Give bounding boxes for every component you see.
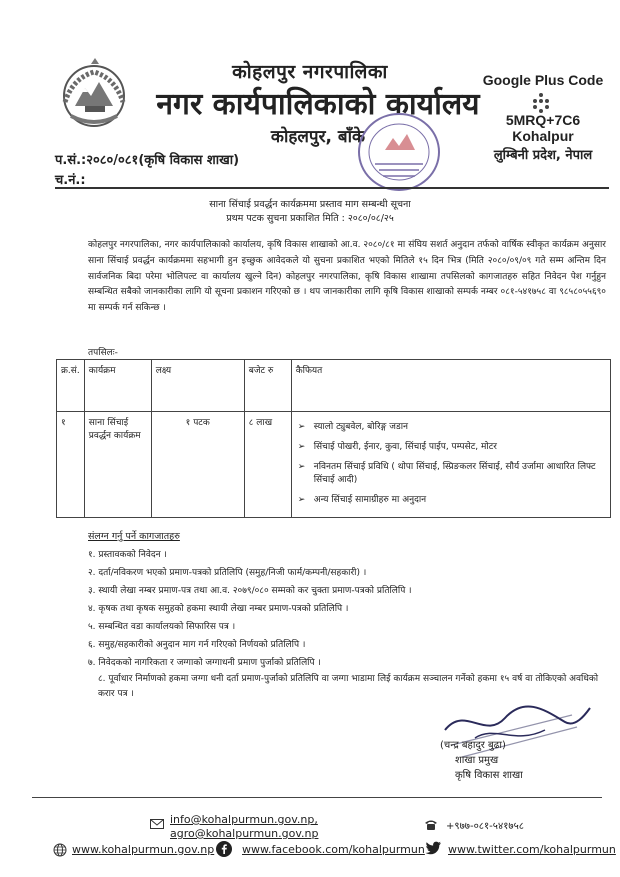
cell-program: साना सिंचाई प्रवर्द्धन कार्यक्रम (84, 412, 151, 518)
notice-body: कोहलपुर नगरपालिका, नगर कार्यपालिकाको कार्यालय, कृषि विकास शाखाको आ.व. २०८०/८१ मा संघिय सशर्त अनुदान तर्फको वार्षिक स्वीकृत कार्यक्रम अनुसार साना सिंचाई प्रवर्द्धन कार्यक्रममा सहभागी हुन इच्छुक आवेदकले यो सुचना प्रकाशित भएको मितिले १५ दिन भित्र (मिति २०८०/०९/०९ गते सम्म अन्तिम दिन सार्वजनिक बिदा परेमा भोलिपल्ट वा कार्यालय खुल्ने दिन) कोहलपुर नगरपालिका, कृषि विकास शाखामा तपसिलको कागजातहरु सहित निवेदन पेश गर्नुहुन सम्बन्धित सबैको जानकारीका लागि यो सूचना प्रकाशन गरिएको छ । थप जानकारीका लागि कृषि विकास शाखाको सम्पर्क नम्बर ०८१-५४१७५८ वा ९८५८०५५६९० मा सम्पर्क गर्न सकिन्छ । (88, 240, 606, 314)
list-item: ४. कृषक तथा कृषक समुहको हकमा स्थायी लेखा नम्बर प्रमाण-पत्रको प्रतिलिपि । (88, 604, 349, 614)
municipality-name: कोहलपुर नगरपालिका (232, 61, 388, 83)
cell-remarks (291, 412, 610, 518)
attachments-list (88, 546, 608, 702)
plus-code-dots-icon (530, 92, 552, 114)
list-item: ८. पूर्वाधार निर्माणको हकमा जग्गा धनी दर्ता प्रमाण-पुर्जाको प्रतिलिपि वा जग्गा भाडामा लिई कार्यक्रम सञ्चालन गर्नेको हकमा १५ वर्ष वा तोकिएको अवधिको करार पत्र । (98, 674, 599, 699)
dispatch-number: च.नं.: (55, 173, 86, 188)
table-header: क्र.सं. (57, 360, 85, 412)
notice-published-date: प्रथम पटक सुचना प्रकाशित मिति : २०८०/०८/२५ (226, 213, 394, 224)
attachments-title: संलग्न गर्नु पर्ने कागजातहरु (88, 531, 180, 542)
table-row (57, 412, 611, 518)
mail-icon (150, 819, 164, 829)
table-header: कैफियत (291, 360, 610, 412)
list-item: ➢ अन्य सिंचाई सामाग्रीहरु मा अनुदान (296, 494, 606, 507)
list-item: ३. स्थायी लेखा नम्बर प्रमाण-पत्र तथा आ.व. २०७९/०८० सम्मको कर चुक्ता प्रमाण-पत्रको प्रतिलिपि । (88, 586, 412, 596)
email-link-info[interactable]: info@kohalpurmun.gov.np, (170, 813, 318, 826)
office-stamp-icon (355, 110, 443, 194)
list-item: ➢ स्यालो ट्युबवेल, बोरिङ्ग जडान (296, 421, 606, 434)
globe-icon (53, 843, 67, 857)
twitter-link[interactable]: www.twitter.com/kohalpurmun (448, 843, 616, 856)
phone-icon (424, 819, 438, 831)
footer-divider (32, 797, 602, 798)
plus-code-city: Kohalpur (512, 128, 574, 144)
remarks-list (296, 421, 606, 507)
signatory-name: (चन्द्र बहादुर बुढा) (440, 740, 506, 751)
list-item: १. प्रस्तावकको निवेदन । (88, 550, 167, 560)
facebook-icon (216, 841, 232, 857)
program-table (56, 359, 611, 518)
header-divider (55, 187, 609, 189)
cell-budget: ८ लाख (244, 412, 291, 518)
signatory-office: कृषि विकास शाखा (455, 770, 523, 781)
notice-subject: साना सिंचाई प्रवर्द्धन कार्यक्रममा प्रस्ताव माग सम्बन्धी सूचना (209, 199, 411, 210)
facebook-link[interactable]: www.facebook.com/kohalpurmun (242, 843, 425, 856)
list-item: ६. समुह/सहकारीको अनुदान माग गर्न गरिएको निर्णयको प्रतिलिपि । (88, 640, 306, 650)
plus-code-province: लुम्बिनी प्रदेश, नेपाल (493, 148, 593, 163)
signatory-role: शाखा प्रमुख (455, 755, 499, 766)
list-item: ५. सम्बन्धित वडा कार्यालयको सिफारिस पत्र । (88, 622, 236, 632)
list-item: ➢ नविनतम सिंचाई प्रविधि ( थोपा सिंचाई, स्प्रिङकलर सिंचाई, सौर्य उर्जामा आधारित लिफ्ट सिंचाई आदी) (296, 461, 606, 487)
plus-code-title: Google Plus Code (482, 72, 604, 88)
cell-sn: १ (57, 412, 85, 518)
email-link-agro[interactable]: agro@kohalpurmun.gov.np (170, 827, 319, 840)
list-item: ➢ सिंचाई पोखरी, ईनार, कुवा, सिंचाई पाईप, पम्पसेट, मोटर (296, 441, 606, 454)
table-header: बजेट रु (244, 360, 291, 412)
phone-number: +९७७-०८१-५४१७५८ (446, 821, 524, 832)
list-item: ७. निवेदकको नागरिकता र जग्गाको जग्गाधनी प्रमाण पुर्जाको प्रतिलिपि । (88, 658, 321, 668)
office-title: नगर कार्यपालिकाको कार्यालय (156, 87, 480, 122)
twitter-icon (425, 841, 442, 856)
table-header: कार्यक्रम (84, 360, 151, 412)
website-link[interactable]: www.kohalpurmun.gov.np (72, 843, 215, 856)
cell-target: १ पटक (151, 412, 244, 518)
list-item: २. दर्ता/नविकरण भएको प्रमाण-पत्रको प्रतिलिपि (समुह/निजी फार्म/कम्पनी/सहकारी) । (88, 568, 367, 578)
details-label: तपसिलः- (88, 348, 118, 358)
table-header-row (57, 360, 611, 412)
letter-number: प.सं.:२०८०/०८१(कृषि विकास शाखा) (55, 153, 240, 168)
table-header: लक्ष्य (151, 360, 244, 412)
office-location: कोहलपुर, बाँके (270, 127, 366, 147)
plus-code-value: 5MRQ+7C6 (505, 112, 581, 128)
